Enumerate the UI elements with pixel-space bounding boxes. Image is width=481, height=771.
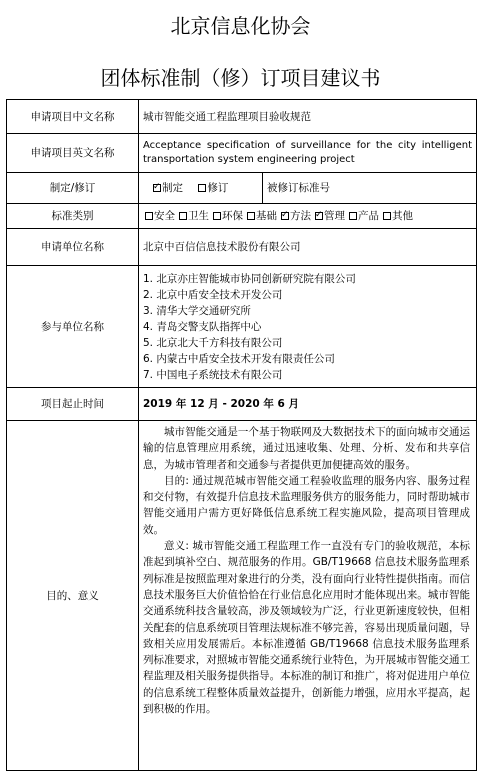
list-item: 4. 青岛交警支队指挥中心 [143, 320, 262, 333]
org-title: 北京信息化协会 [170, 14, 311, 38]
list-item: 2. 北京中盾安全技术开发公司 [143, 288, 283, 301]
row-category [7, 204, 477, 229]
row-revise [7, 173, 477, 204]
checkbox-icon[interactable] [281, 212, 289, 220]
purpose-paragraph-goal: 目的: 通过规范城市智能交通工程验收监理的服务内容、服务过程和交付物，有效提升信息技术监理服务供方的服务能力，同时帮助城市智能交通用户需方更好降低信息系统工程实施风险，提高项目管理成效。 [143, 474, 470, 536]
applicant-value: 北京中百信信息技术股份有限公司 [139, 229, 477, 266]
row-participants [7, 266, 477, 388]
row-purpose [7, 421, 477, 771]
category-option-environment[interactable]: 环保 [213, 210, 243, 222]
category-option-product[interactable]: 产品 [349, 210, 379, 222]
list-item: 1. 北京亦庄智能城市协同创新研究院有限公司 [143, 272, 356, 285]
category-option-method[interactable]: ✓ 方法 [281, 210, 311, 222]
checkbox-icon[interactable] [198, 184, 206, 192]
category-option-safety[interactable]: 安全 [145, 210, 175, 222]
checkbox-icon[interactable] [383, 212, 391, 220]
category-option-hygiene[interactable]: 卫生 [179, 210, 209, 222]
row-applicant [7, 229, 477, 266]
participants-label: 参与单位名称 [7, 266, 139, 388]
category-label: 标准类别 [7, 204, 139, 229]
category-options [139, 204, 477, 229]
checkbox-icon[interactable] [315, 212, 323, 220]
checkbox-icon[interactable] [153, 184, 161, 192]
list-item: 3. 清华大学交通研究所 [143, 304, 251, 317]
checkbox-icon[interactable] [145, 212, 153, 220]
row-period [7, 388, 477, 421]
document-title: 团体标准制（修）订项目建议书 [100, 66, 381, 90]
cn-name-label: 申请项目中文名称 [7, 100, 139, 134]
purpose-label: 目的、意义 [7, 421, 139, 771]
row-cn-name [7, 100, 477, 134]
proposal-form-table [6, 99, 477, 771]
checkbox-icon[interactable] [247, 212, 255, 220]
en-name-value: Acceptance specification of surveillance for the city intelligent transportation system engineering project [139, 134, 477, 173]
revise-options [139, 173, 263, 204]
row-en-name [7, 134, 477, 173]
category-option-basic[interactable]: 基础 [247, 210, 277, 222]
checkbox-icon[interactable] [179, 212, 187, 220]
applicant-label: 申请单位名称 [7, 229, 139, 266]
purpose-paragraph-significance: 意义: 城市智能交通工程监理工作一直没有专门的验收规范，本标准起到填补空白、规范服务的作用。GB/T19668 信息技术服务监理系列标准是按照监理对象进行的分类，没有面向行业特性提供指南。而信息技术服务巨大价值恰恰在行业信息化应用时才能体现出来。城市智能交通系统科技含量较高，涉及领域较为广泛，行业更新速度较快，但相关配套的信息系统项目管理法规标准不够完善，容易出现质量问题，导致相关应用发展需后。本标准遵循 GB/T19668 信息技术服务监理系列标准要求，对照城市智能交通系统行业特色，为开展城市智能交通工程监理及相关服务提供指导。本标准的制订和推广，将对促进用户单位的信息系统工程整体质量效益提升，创新能力增强，应用水平提高，起到积极的作用。 [143, 540, 470, 716]
participants-cell [139, 266, 477, 388]
purpose-cell [139, 421, 477, 771]
list-item: 6. 内蒙古中盾安全技术开发有限责任公司 [143, 352, 335, 365]
category-option-management[interactable]: ✓ 管理 [315, 210, 345, 222]
revise-label: 制定/修订 [7, 173, 139, 204]
participants-list [143, 271, 472, 383]
checkbox-icon[interactable] [349, 212, 357, 220]
revised-standard-cell [263, 173, 477, 204]
en-name-label: 申请项目英文名称 [7, 134, 139, 173]
list-item: 5. 北京北大千方科技有限公司 [143, 336, 283, 349]
purpose-paragraph-intro: 城市智能交通是一个基于物联网及大数据技术下的面向城市交通运输的信息管理应用系统，通过迅速收集、处理、分析、发布和共享信息，为城市管理者和交通参与者提供更加便捷高效的服务。 [143, 426, 470, 471]
period-label: 项目起止时间 [7, 388, 139, 421]
list-item: 7. 中国电子系统技术有限公司 [143, 368, 283, 381]
checkbox-icon[interactable] [213, 212, 221, 220]
period-value: 2019 年 12 月 - 2020 年 6 月 [139, 388, 477, 421]
category-option-other[interactable]: 其他 [383, 210, 413, 222]
revise-option-0[interactable]: ✓ 制定 [153, 182, 183, 194]
revised-standard-label: 被修订标准号 [267, 182, 330, 194]
cn-name-value: 城市智能交通工程监理项目验收规范 [139, 100, 477, 134]
revise-option-1[interactable]: 修订 [198, 182, 228, 194]
